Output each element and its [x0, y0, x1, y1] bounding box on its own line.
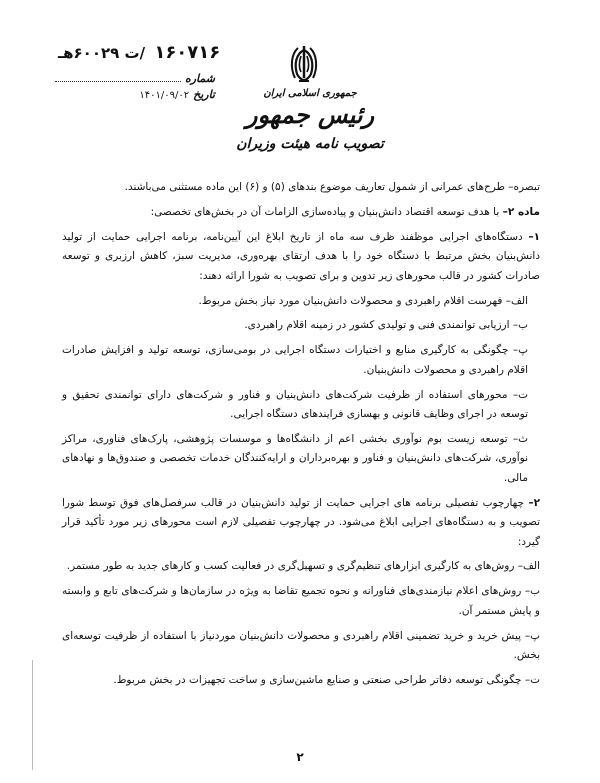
republic-title: جمهوری اسلامی ایران — [263, 88, 357, 99]
paragraph-item-alef-2 — [62, 557, 540, 576]
paragraph-note — [62, 178, 540, 197]
date-value: ۱۴۰۱/۰۹/۰۲ — [139, 90, 190, 101]
paragraph-item-te — [62, 386, 540, 425]
paragraph-note-text: تبصره– طرح‌های عمرانی از شمول تعاریف موضوع بندهای (۵) و (۶) این ماده مستثنی می‌باشند. — [124, 181, 540, 193]
reference-number — [58, 42, 220, 63]
clause-1-number: ۱– — [528, 230, 540, 243]
date-row — [55, 88, 215, 104]
cabinet-approval-title: تصویب نامه هیئت وزیران — [236, 136, 384, 152]
paragraph-article-2 — [62, 203, 540, 222]
item-se-text: ث– توسعه زیست بوم نوآوری بخشی اعم از دانشگاه‌ها و موسسات پژوهشی، پارک‌های فناوری، مراکز نوآوری، شرکت‌های دانش‌بنیان و فناور و بهره‌برداران و ارایه‌کنندگان خدمات تخصصی و صندوق‌ها و نهادهای مالی. — [62, 432, 528, 484]
paragraph-item-be-2 — [62, 582, 540, 621]
date-label: تاریخ — [193, 88, 215, 101]
item-pe-2-text: پ– پیش خرید و خرید تضمینی اقلام راهبردی و محصولات دانش‌بنیان موردنیاز با استفاده از ظرفیت توسعه‌ای بخش. — [62, 629, 540, 662]
clause-1-text: دستگاه‌های اجرایی موظفند ظرف سه ماه از تاریخ ابلاغ این آیین‌نامه، برنامه اجرایی حمایت از تولید دانش‌بنیان بخش مرتبط با دستگاه خود را با هدف ارتقای بهره‌وری، مدیریت سبز، کاهش ارزبری و توسعه صادرات کشور در قالب محورهای زیر تدوین و برای تصویب به شورا ارائه دهند: — [62, 230, 540, 282]
document-body — [62, 178, 540, 696]
paragraph-item-te-2 — [62, 671, 540, 690]
reference-code: /ت ۶۰۰۲۹هـ — [58, 44, 146, 62]
item-be-text: ب– ارزیابی توانمندی فنی و تولیدی کشور در زمینه اقلام راهبردی. — [244, 319, 528, 332]
page-number: ۲ — [296, 750, 304, 764]
paragraph-clause-1 — [62, 228, 540, 286]
paragraph-item-be — [62, 316, 540, 335]
item-pe-text: پ– چگونگی به کارگیری منابع و اختیارات دستگاه اجرایی در بومی‌سازی، توسعه تولید و افزایش صادرات اقلام راهبردی و محصولات دانش‌بنیان. — [62, 344, 528, 376]
president-title: رئیس جمهور — [245, 100, 375, 129]
item-te-2-text: ت– چگونگی توسعه دفاتر طراحی صنعتی و صنایع ماشین‌سازی و ساخت تجهیزات در بخش مربوط. — [113, 673, 540, 686]
number-dots — [55, 73, 181, 82]
item-be-2-text: ب– روش‌های اعلام نیازمندی‌های فناورانه و نحوه تجمیع تقاضا به ویژه در سازمان‌ها و شرکت‌های تابع و وابسته و پایش مستمر آن. — [62, 585, 540, 617]
item-alef-text: الف– فهرست اقلام راهبردی و محصولات دانش‌بنیان مورد نیاز بخش مربوط. — [198, 294, 528, 307]
item-te-text: ت– محورهای استفاده از ظرفیت شرکت‌های دانش‌بنیان و فناور و شرکت‌های دارای توانمندی تحقیق و توسعه در اجرای وظایف قانونی و بهسازی فرایندهای دستگاه اجرایی. — [62, 388, 528, 421]
article-2-text: با هدف توسعه اقتصاد دانش‌بنیان و پیاده‌سازی الزامات آن در بخش‌های تخصصی: — [150, 205, 503, 218]
paragraph-clause-2 — [62, 494, 540, 552]
number-row — [55, 72, 215, 88]
paragraph-item-pe — [62, 341, 540, 380]
paragraph-item-alef — [62, 292, 540, 311]
meta-block — [55, 72, 215, 104]
item-alef-2-text: الف– روش‌های به کارگیری ابزارهای تنظیم‌گری و تسهیل‌گری در فعالیت کسب و کارهای جدید به طور مستمر. — [66, 560, 540, 573]
paragraph-item-se — [62, 430, 540, 488]
clause-2-text: چهارچوب تفصیلی برنامه های اجرایی حمایت از تولید دانش‌بنیان در قالب سرفصل‌های فوق توسط شورا تصویب و به دستگاه‌های اجرایی ابلاغ می‌شود. در چهارچوب تفصیلی لازم است محورهای زیر مورد تأکید قرار گیرد: — [62, 496, 540, 548]
number-label: شماره — [184, 72, 215, 85]
reference-number-value: ۱۶۰۷۱۶ — [154, 42, 221, 63]
clause-2-number: ۲– — [528, 496, 540, 509]
paragraph-item-pe-2 — [62, 627, 540, 666]
scan-margin-line — [32, 660, 33, 770]
iran-emblem-icon — [287, 44, 321, 86]
article-2-heading: ماده ۲– — [502, 205, 540, 218]
